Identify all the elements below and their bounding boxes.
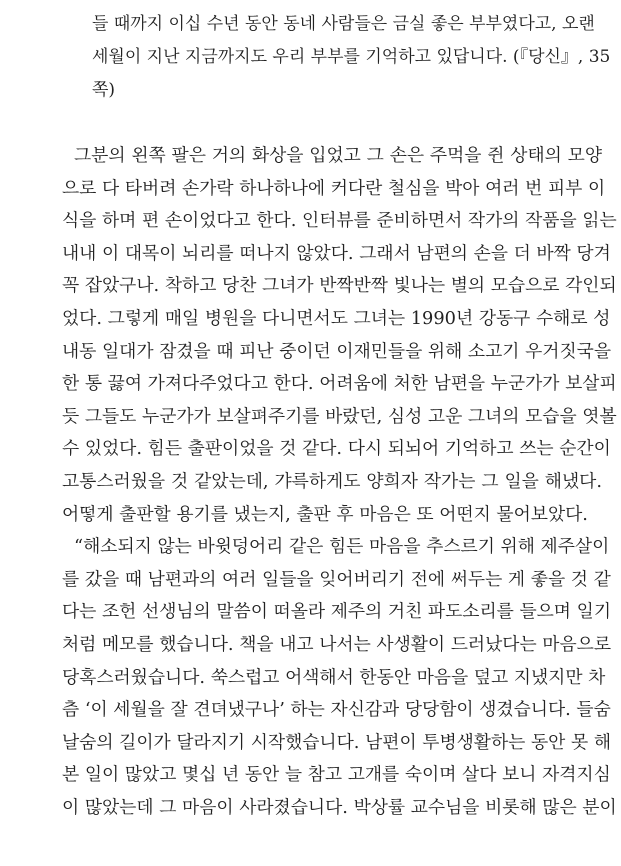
- paragraph-line: 날숨의 길이가 달라지기 시작했습니다. 남편이 투병생활하는 동안 못 해: [62, 731, 611, 753]
- paragraph-line: 었다. 그렇게 매일 병원을 다니면서도 그녀는 1990년 강동구 수해로 성: [62, 307, 611, 329]
- paragraph-line: 츰 ‘이 세월을 잘 견뎌냈구나’ 하는 자신감과 당당함이 생겼습니다. 들숨: [62, 699, 611, 721]
- paragraph-line: 식을 하며 편 손이었다고 한다. 인터뷰를 준비하면서 작가의 작품을 읽는: [62, 210, 617, 232]
- paragraph-line: 다는 조헌 선생님의 말씀이 떠올라 제주의 거친 파도소리를 들으며 일기: [62, 601, 611, 623]
- quote-line: 쪽): [92, 80, 116, 100]
- paragraph-line: 처럼 메모를 했습니다. 책을 내고 나서는 사생활이 드러났다는 마음으로: [62, 633, 611, 655]
- quote-line: 세월이 지난 지금까지도 우리 부부를 기억하고 있답니다. (『당신』, 35: [92, 47, 611, 67]
- paragraph-line: 그분의 왼쪽 팔은 거의 화상을 입었고 그 손은 주먹을 쥔 상태의 모양: [74, 145, 602, 166]
- body-text: [62, 140, 617, 824]
- paragraph-line: 내동 일대가 잠겼을 때 피난 중이던 이재민들을 위해 소고기 우거짓국을: [62, 340, 611, 362]
- quote-line: 들 때까지 이십 수년 동안 동네 사람들은 금실 좋은 부부였다고, 오랜: [92, 14, 595, 34]
- paragraph-line: 으로 다 타버려 손가락 하나하나에 커다란 철심을 박아 여러 번 피부 이: [62, 177, 606, 199]
- paragraph-line: 듯 그들도 누군가가 보살펴주기를 바랐던, 심성 고운 그녀의 모습을 엿볼: [62, 405, 617, 427]
- paragraph-line: 수 있었다. 힘든 출판이었을 것 같다. 다시 되뇌어 기억하고 쓰는 순간이: [62, 438, 611, 460]
- paragraph-line: 당혹스러웠습니다. 쑥스럽고 어색해서 한동안 마음을 덮고 지냈지만 차: [62, 666, 606, 688]
- paragraph-line: 내내 이 대목이 뇌리를 떠나지 않았다. 그래서 남편의 손을 더 바짝 당겨: [62, 242, 611, 264]
- paragraph-line: 한 통 끓여 가져다주었다고 한다. 어려움에 처한 남편을 누군가가 보살피: [62, 373, 617, 395]
- paragraph-line: 꼭 잡았구나. 착하고 당찬 그녀가 반짝반짝 빛나는 별의 모습으로 각인되: [62, 275, 617, 297]
- paragraph-line: “해소되지 않는 바윗덩어리 같은 힘든 마음을 추스르기 위해 제주살이: [74, 536, 610, 558]
- paragraph-line: 본 일이 많았고 몇십 년 동안 늘 참고 고개를 숙이며 살다 보니 자격지심: [62, 764, 611, 786]
- paragraph-line: 를 갔을 때 남편과의 여러 일들을 잊어버리기 전에 써두는 게 좋을 것 같: [62, 568, 611, 590]
- paragraph-line: 어떻게 출판할 용기를 냈는지, 출판 후 마음은 또 어떤지 물어보았다.: [62, 503, 588, 525]
- paragraph-line: 고통스러웠을 것 같았는데, 갸륵하게도 양희자 작가는 그 일을 해냈다.: [62, 470, 602, 492]
- paragraph-line: 이 많았는데 그 마음이 사라졌습니다. 박상률 교수님을 비롯해 많은 분이: [62, 796, 617, 818]
- block-quote: [92, 8, 611, 107]
